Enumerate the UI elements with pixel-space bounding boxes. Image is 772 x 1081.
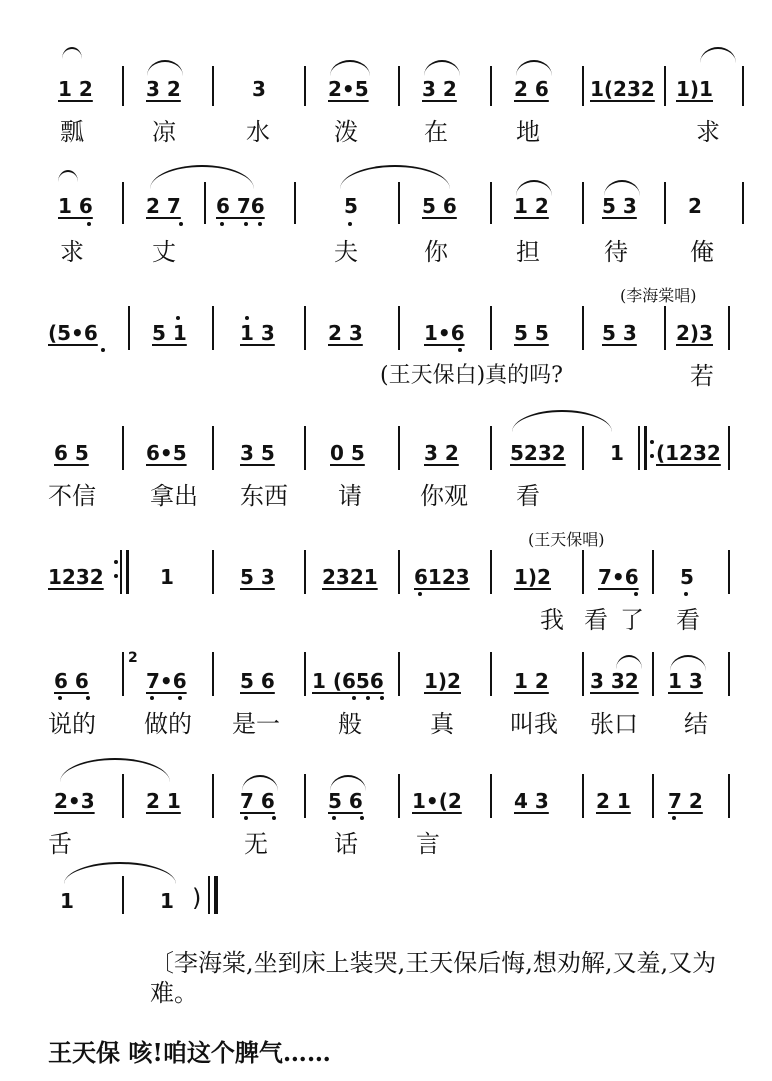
lyric: 在 [424,118,448,146]
singer-annotation: (李海棠唱) [620,286,697,305]
measure: 5 5 [514,321,549,345]
barline [122,876,124,914]
barline [490,66,492,106]
measure: 6•5 [146,441,187,465]
lyric: 叫我 [510,710,558,738]
octave-dot [220,222,224,226]
measure: 2321 [322,565,378,589]
barline [728,774,730,818]
barline [728,306,730,350]
slur [424,60,460,76]
octave-dot [272,816,276,820]
barline [212,550,214,594]
octave-dot [178,696,182,700]
barline [742,66,744,106]
slur [516,60,552,76]
barline [652,774,654,818]
measure: 6 76 [216,194,265,218]
octave-dot [244,222,248,226]
measure: 7 2 [668,789,703,813]
octave-dot [332,816,336,820]
lyric: 是一 [232,710,280,738]
measure: 2•3 [54,789,95,813]
measure: 2•5 [328,77,369,101]
lyric: 结 [684,710,708,738]
measure: 2 7 [146,194,181,218]
measure: 5 [344,194,358,218]
barline [212,652,214,696]
octave-dot [258,222,262,226]
measure: 1•(2 [412,789,462,813]
measure: 4 3 [514,789,549,813]
lyric: 求 [696,118,720,146]
lyric: (王天保白)真的吗? [380,363,563,388]
slur [700,47,736,63]
final-barline [208,876,210,914]
barline [212,66,214,106]
lyric: 担 [516,238,540,266]
measure: 3 2 [146,77,181,101]
slur [147,60,183,76]
octave-dot [86,696,90,700]
barline [582,774,584,818]
lyric: 你 [424,238,448,266]
measure: 7•6 [598,565,639,589]
lyric: 言 [416,830,440,858]
measure: 5 [680,565,694,589]
measure: 3 5 [240,441,275,465]
measure: 7•6 [146,669,187,693]
lyric: 拿出 [150,482,198,510]
measure: 1 [160,565,174,589]
measure: (5•6 [48,321,98,345]
octave-dot [672,816,676,820]
repeat-dot [650,454,654,458]
measure: 1 2 [514,669,549,693]
barline [398,550,400,594]
barline [652,550,654,594]
repeat-barline [126,550,129,594]
barline [490,182,492,224]
measure: 7 6 [240,789,275,813]
repeat-barline [644,426,647,470]
measure: 1 [160,889,174,913]
slur [340,165,450,189]
measure: 5 6 [240,669,275,693]
barline [728,652,730,696]
measure: 6123 [414,565,470,589]
close-paren: ) [192,884,202,912]
octave-dot [244,816,248,820]
measure: 1)2 [514,565,551,589]
barline [122,652,124,696]
barline [398,66,400,106]
measure: 1 3 [240,321,275,345]
lyric: 丈 [152,238,176,266]
octave-dot [150,696,154,700]
barline [398,182,400,224]
octave-dot [176,316,180,320]
measure: 1 6 [58,194,93,218]
octave-dot [684,592,688,596]
slur [330,60,370,76]
lyric: 说的 [48,710,96,738]
octave-dot [360,816,364,820]
barline [742,182,744,224]
barline [490,550,492,594]
barline [212,774,214,818]
octave-dot [458,348,462,352]
repeat-dot [650,440,654,444]
barline [304,66,306,106]
lyric: 无 [244,830,268,858]
lyric: 东西 [240,482,288,510]
measure: 5 6 [328,789,363,813]
barline [398,426,400,470]
barline [212,426,214,470]
lyric: 瓢 [60,118,84,146]
measure: 2 1 [146,789,181,813]
measure: 1 [610,441,624,465]
barline [398,306,400,350]
barline [728,426,730,470]
lyric: 若 [690,362,714,390]
octave-dot [634,592,638,596]
lyric: 张口 [590,710,638,738]
measure: 5 3 [602,194,637,218]
barline [128,306,130,350]
octave-dot [101,348,105,352]
lyric: 舌 [48,830,72,858]
lyric: 话 [334,830,358,858]
slur [616,655,642,669]
measure: 1 2 [514,194,549,218]
measure: 1(232 [590,77,655,101]
octave-dot [418,592,422,596]
measure: 1 [60,889,74,913]
repeat-dot [114,560,118,564]
lyric: 我 [540,606,564,634]
barline [652,652,654,696]
measure: 1)2 [424,669,461,693]
lyric: 看 [676,606,700,634]
barline [490,426,492,470]
octave-dot [380,696,384,700]
slur [150,165,254,189]
barline [398,774,400,818]
barline [582,652,584,696]
barline [204,182,206,224]
barline [212,306,214,350]
lyric: 地 [516,118,540,146]
octave-dot [87,222,91,226]
barline [122,66,124,106]
lyric: 看 [516,482,540,510]
measure: 2 3 [328,321,363,345]
octave-dot [245,316,249,320]
octave-dot [352,696,356,700]
lyric: 做的 [144,710,192,738]
barline [664,66,666,106]
barline [582,306,584,350]
lyric: 真 [430,710,454,738]
measure: 1 3 [668,669,703,693]
octave-dot [179,222,183,226]
measure: 2 1 [596,789,631,813]
lyric: 请 [338,482,362,510]
lyric: 水 [246,118,270,146]
slur [64,862,176,884]
lyric: 俺 [690,238,714,266]
singer-annotation: (王天保唱) [528,530,605,549]
dialogue-line: 王天保 咳!咱这个脾气…… [48,1038,331,1067]
barline [638,426,640,470]
measure: 3 32 [590,669,639,693]
measure: 2 [688,194,702,218]
barline [664,306,666,350]
stage-direction: 〔李海棠,坐到床上装哭,王天保后悔,想劝解,又羞,又为难。 [150,949,717,1007]
measure: 1)1 [676,77,713,101]
slur [62,47,82,59]
barline [582,182,584,224]
octave-dot [348,222,352,226]
measure: 5 3 [240,565,275,589]
lyric: 求 [60,238,84,266]
barline [728,550,730,594]
measure: 6 6 [54,669,89,693]
measure: 5232 [510,441,566,465]
measure: 3 2 [422,77,457,101]
barline [664,182,666,224]
measure: 3 2 [424,441,459,465]
lyric: 你观 [420,482,468,510]
lyric: 泼 [334,118,358,146]
barline [582,66,584,106]
barline [294,182,296,224]
lyric: 待 [604,238,628,266]
measure: 2 6 [514,77,549,101]
barline [122,774,124,818]
barline [490,652,492,696]
repeat-barline [120,550,122,594]
barline [304,652,306,696]
measure: 0 5 [330,441,365,465]
barline [122,182,124,224]
lyric: 不信 [48,482,96,510]
measure: 1 2 [58,77,93,101]
barline [490,774,492,818]
barline [122,426,124,470]
measure: 5 1 [152,321,187,345]
barline [582,426,584,470]
octave-dot [58,696,62,700]
measure: (1232 [656,441,721,465]
repeat-dot [114,574,118,578]
measure: 3 [252,77,266,101]
barline [304,426,306,470]
barline [304,774,306,818]
barline [304,306,306,350]
grace-note: 2 [128,650,138,666]
lyric: 看了 [584,606,656,634]
barline [398,652,400,696]
measure: 1 (656 [312,669,384,693]
measure: 1232 [48,565,104,589]
slur [58,170,78,182]
lyric: 般 [338,710,362,738]
octave-dot [366,696,370,700]
measure: 5 6 [422,194,457,218]
slur [60,758,170,782]
barline [490,306,492,350]
measure: 1•6 [424,321,465,345]
measure: 6 5 [54,441,89,465]
slur [512,410,612,432]
final-barline [214,876,218,914]
measure: 2)3 [676,321,713,345]
lyric: 夫 [334,238,358,266]
barline [582,550,584,594]
lyric: 凉 [152,118,176,146]
barline [304,550,306,594]
measure: 5 3 [602,321,637,345]
